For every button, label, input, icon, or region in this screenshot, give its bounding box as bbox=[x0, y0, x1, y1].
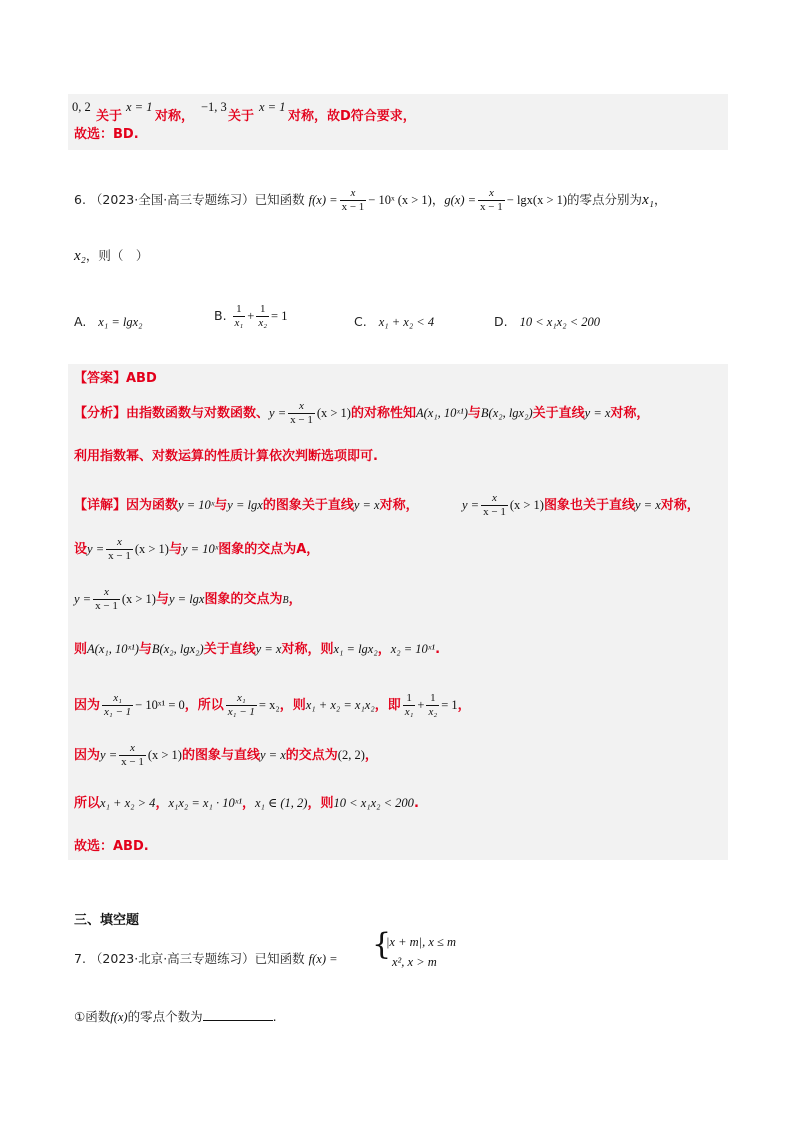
math-line: y = x bbox=[255, 642, 282, 656]
question-text: ，则（ ） bbox=[85, 248, 149, 263]
frac-den: x − 1 bbox=[121, 756, 144, 768]
question-number: 6. bbox=[74, 192, 86, 207]
detail-line-4: 则A(x₁, 10ˣ¹)与B(x₂, lgx₂)关于直线y = x对称，则x₁ = lgx₂，x₂ = 10ˣ¹. bbox=[74, 642, 441, 657]
detail-text: 图象也关于直线 bbox=[543, 498, 635, 513]
math-fraction bbox=[233, 303, 246, 330]
math-fraction bbox=[93, 586, 120, 613]
question-number: 7. bbox=[74, 951, 86, 966]
detail-line-7: 所以x₁ + x₂ > 4，x₁x₂ = x₁ · 10ˣ¹，x₁ ∈ (1, 2)，则10 < x₁x₂ < 200. bbox=[74, 796, 419, 811]
option-d[interactable] bbox=[494, 313, 600, 331]
analysis-line-1 bbox=[74, 398, 649, 429]
point-a: A(x₁, 10ˣ¹) bbox=[87, 642, 139, 656]
detail-text: 设 bbox=[74, 542, 88, 557]
question-7-line bbox=[74, 950, 338, 968]
math-f: f(x) = bbox=[308, 193, 338, 207]
section-heading: 三、填空题 bbox=[74, 913, 140, 928]
point-a: A(x₁, 10ˣ¹) bbox=[415, 406, 468, 420]
analysis-text: 的对称性知 bbox=[350, 406, 416, 421]
question-text: 的零点分别为 bbox=[567, 192, 643, 207]
solution-line bbox=[96, 108, 122, 126]
analysis-text: 与 bbox=[467, 406, 481, 421]
math-fraction bbox=[119, 742, 146, 769]
math-equation: x = 1 bbox=[259, 100, 286, 114]
option-label: D. bbox=[494, 314, 508, 329]
math-interval: −1, 3 bbox=[201, 100, 227, 114]
option-label: A. bbox=[74, 314, 87, 329]
math-cond: (x > 1) bbox=[316, 406, 351, 420]
detail-text: 【详解】因为函数 bbox=[74, 498, 179, 513]
punct: . bbox=[272, 1009, 277, 1024]
analysis-text: 利用指数幂、对数运算的性质计算依次判断选项即可. bbox=[74, 449, 378, 464]
math-eq: x₂ = 10ˣ¹ bbox=[390, 642, 436, 656]
math-line: y = x bbox=[353, 498, 380, 512]
math-cond: (x > 1) bbox=[509, 498, 544, 512]
analysis-text: 关于直线 bbox=[532, 406, 585, 421]
option-label: B. bbox=[214, 308, 227, 323]
math-y: y = bbox=[100, 748, 118, 762]
math-fraction bbox=[226, 692, 257, 719]
frac-num: x bbox=[106, 536, 133, 550]
frac-num: 1 bbox=[256, 303, 269, 317]
detail-text: 与 bbox=[155, 592, 169, 607]
math-plus: + bbox=[247, 309, 255, 323]
answer-text: 【答案】ABD bbox=[74, 371, 157, 386]
frac-num: 1 bbox=[426, 692, 439, 706]
math-f-tail: − 10ˣ (x > 1) bbox=[368, 193, 432, 207]
math-line: y = x bbox=[259, 748, 286, 762]
conclusion bbox=[74, 838, 149, 856]
math-fraction bbox=[256, 303, 269, 330]
detail-text: 图象的交点为 bbox=[204, 592, 283, 607]
math-point: (2, 2) bbox=[337, 748, 365, 762]
detail-line-1 bbox=[74, 490, 419, 521]
answer-blank[interactable] bbox=[203, 1008, 273, 1021]
math-g: g(x) = bbox=[444, 193, 477, 207]
math-exp: y = 10ˣ bbox=[178, 498, 215, 512]
case-1: |x + m|, x ≤ m bbox=[386, 935, 457, 949]
frac-num: 1 bbox=[233, 303, 246, 317]
detail-line-3: y = $\frac{x}{x - 1}$ (x > 1)与y = lgx图象的交点为B， bbox=[74, 586, 302, 612]
question-6-line-2 bbox=[74, 247, 148, 265]
math-fraction bbox=[288, 400, 315, 427]
math-x1: x₁ bbox=[642, 192, 654, 208]
math-f: f(x) = bbox=[308, 952, 338, 966]
math-eq: x₁ = lgx₂ bbox=[333, 642, 378, 656]
detail-text: 关于直线 bbox=[203, 642, 256, 657]
punct: . bbox=[435, 642, 441, 657]
math-eq: = 1 bbox=[441, 698, 458, 712]
frac-den: x − 1 bbox=[108, 550, 131, 562]
frac-num: x bbox=[93, 586, 120, 600]
text-fragment: 对称， bbox=[155, 109, 195, 124]
detail-text: 与 bbox=[138, 642, 152, 657]
analysis-line-2 bbox=[74, 448, 378, 466]
detail-text: 所以 bbox=[74, 796, 101, 811]
math-y: y = bbox=[462, 498, 480, 512]
text-fragment: 对称，故D符合要求， bbox=[288, 109, 416, 124]
math-fraction bbox=[340, 187, 367, 214]
point-b: B(x₂, lgx₂) bbox=[151, 642, 204, 656]
frac-num: 1 bbox=[403, 692, 416, 706]
math-line: y = x bbox=[634, 498, 661, 512]
math-fraction bbox=[478, 187, 505, 214]
conclusion-text: 故选：BD. bbox=[74, 127, 139, 142]
frac-num: x bbox=[481, 492, 508, 506]
math-line: y = x bbox=[584, 406, 611, 420]
frac-den: x − 1 bbox=[95, 600, 118, 612]
text-fragment bbox=[288, 108, 416, 126]
question-text: 的零点个数为 bbox=[127, 1009, 203, 1024]
detail-text: 的图象与直线 bbox=[181, 748, 260, 763]
detail-text: ，即 bbox=[374, 698, 401, 713]
math-x2: x₂ bbox=[74, 248, 86, 264]
text-fragment bbox=[155, 108, 194, 126]
math-equation: x = 1 bbox=[126, 100, 153, 114]
piecewise-case-1 bbox=[386, 933, 456, 952]
detail-text: 则 bbox=[292, 698, 306, 713]
math-fragment bbox=[126, 98, 152, 117]
math-eq: = 1 bbox=[271, 309, 288, 323]
math-fraction bbox=[106, 536, 133, 563]
question-source: （2023·北京·高三专题练习）已知函数 bbox=[89, 951, 305, 966]
question-6-line-1 bbox=[74, 185, 666, 215]
detail-text: 则 bbox=[320, 796, 334, 811]
separator: ， bbox=[431, 192, 445, 207]
frac-den: x₂ bbox=[258, 317, 268, 329]
option-math: x₁ = lgx₂ bbox=[98, 315, 143, 329]
text-fragment: 关于 bbox=[96, 109, 123, 124]
detail-text: 则 bbox=[320, 642, 334, 657]
point-b: B(x₂, lgx₂) bbox=[480, 406, 533, 420]
math-eq: x₁ + x₂ = x₁x₂ bbox=[305, 698, 375, 712]
conclusion bbox=[74, 126, 139, 144]
math-eq: x₁x₂ = x₁ · 10ˣ¹ bbox=[168, 796, 242, 810]
math-log: y = lgx bbox=[168, 592, 205, 606]
math-plus: + bbox=[417, 698, 425, 712]
punct: . bbox=[413, 796, 419, 811]
detail-line-5: 因为 $\frac{\text{x₁}}{\text{x₁ − 1}}$ − 10ˣ¹ = 0，所以 $\frac{\text{x₁}}{\text{x₁ − 1}}$ = x₂，则x₁ + x₂ = x₁x₂，即 $\frac{1}{\text{x₁}}$ + $\frac{1}{\text{x₂}}$ = 1， bbox=[74, 692, 471, 718]
analysis-text: 对称， bbox=[610, 406, 650, 421]
math-cond: (x > 1) bbox=[147, 748, 182, 762]
detail-text: 对称， bbox=[379, 498, 419, 513]
math-eq: − 10ˣ¹ = 0 bbox=[135, 698, 185, 712]
text-fragment: 关于 bbox=[228, 109, 255, 124]
detail-text: 对称， bbox=[660, 498, 700, 513]
option-label: C. bbox=[354, 314, 367, 329]
question-source: （2023·全国·高三专题练习）已知函数 bbox=[89, 192, 305, 207]
detail-text: 的交点为 bbox=[285, 748, 338, 763]
text-fragment bbox=[228, 108, 254, 126]
detail-text: 与 bbox=[168, 542, 182, 557]
math-f: f(x) bbox=[110, 1010, 128, 1024]
frac-num: x bbox=[119, 742, 146, 756]
math-fraction bbox=[102, 692, 133, 719]
frac-den: x − 1 bbox=[483, 506, 506, 518]
detail-text: 与 bbox=[214, 498, 228, 513]
frac-den: x − 1 bbox=[341, 201, 365, 213]
math-interval: 0, 2 bbox=[72, 100, 91, 114]
math-cond: (x > 1) bbox=[134, 542, 169, 556]
detail-text: 对称， bbox=[281, 642, 321, 657]
option-c[interactable] bbox=[354, 313, 434, 331]
point-label: B bbox=[282, 595, 289, 606]
math-fraction bbox=[403, 692, 416, 719]
option-b[interactable] bbox=[214, 300, 287, 332]
option-math: x₁ + x₂ < 4 bbox=[378, 315, 435, 329]
math-ineq: 10 < x₁x₂ < 200 bbox=[333, 796, 414, 810]
frac-num: x bbox=[478, 187, 505, 201]
math-interval: x₁ ∈ (1, 2) bbox=[255, 796, 308, 810]
frac-num: x₁ bbox=[226, 692, 257, 706]
detail-text: 因为 bbox=[74, 748, 101, 763]
math-cond: (x > 1) bbox=[121, 592, 156, 606]
math-fragment bbox=[259, 98, 285, 117]
frac-num: x bbox=[340, 187, 367, 201]
detail-line-2 bbox=[74, 534, 319, 565]
math-fragment bbox=[201, 98, 227, 117]
math-eq: = x₂ bbox=[258, 698, 280, 712]
detail-line-6: 因为y = $\frac{x}{x - 1}$ (x > 1)的图象与直线y = x的交点为(2, 2)， bbox=[74, 742, 378, 768]
math-g-tail: − lgx(x > 1) bbox=[506, 193, 568, 207]
frac-den: x − 1 bbox=[480, 201, 503, 213]
option-a[interactable] bbox=[74, 313, 143, 331]
math-y: y = bbox=[74, 592, 92, 606]
option-math: 10 < x₁x₂ < 200 bbox=[519, 315, 601, 329]
detail-text: 的图象关于直线 bbox=[262, 498, 354, 513]
detail-line-1b bbox=[462, 490, 700, 521]
subquestion-1 bbox=[74, 1008, 277, 1026]
detail-text: 因为 bbox=[74, 698, 101, 713]
math-fraction bbox=[481, 492, 508, 519]
frac-den: x₁ − 1 bbox=[104, 706, 132, 718]
math-fraction bbox=[426, 692, 439, 719]
detail-text: 图象的交点为A， bbox=[218, 542, 320, 557]
frac-den: x₁ − 1 bbox=[227, 706, 255, 718]
frac-den: x₂ bbox=[428, 706, 438, 718]
frac-num: x₁ bbox=[102, 692, 133, 706]
separator: ， bbox=[653, 192, 667, 207]
case-2: x², x > m bbox=[392, 955, 437, 969]
question-text: ①函数 bbox=[74, 1009, 111, 1024]
answer-tag bbox=[74, 370, 157, 388]
frac-den: x₁ bbox=[404, 706, 414, 718]
math-exp: y = 10ˣ bbox=[181, 542, 219, 556]
detail-text: 则 bbox=[74, 642, 88, 657]
conclusion-text: 故选：ABD. bbox=[74, 839, 149, 854]
math-y: y = bbox=[269, 406, 287, 420]
frac-den: x₁ bbox=[234, 317, 244, 329]
piecewise-case-2 bbox=[392, 953, 437, 972]
frac-num: x bbox=[288, 400, 315, 414]
frac-den: x − 1 bbox=[290, 414, 313, 426]
analysis-text: 【分析】由指数函数与对数函数、 bbox=[74, 406, 270, 421]
detail-text: ，所以 bbox=[184, 698, 224, 713]
piecewise-brace: { bbox=[372, 927, 392, 962]
math-ineq: x₁ + x₂ > 4 bbox=[100, 796, 156, 810]
solution-line bbox=[72, 98, 91, 117]
math-y: y = bbox=[87, 542, 105, 556]
math-log: y = lgx bbox=[227, 498, 263, 512]
